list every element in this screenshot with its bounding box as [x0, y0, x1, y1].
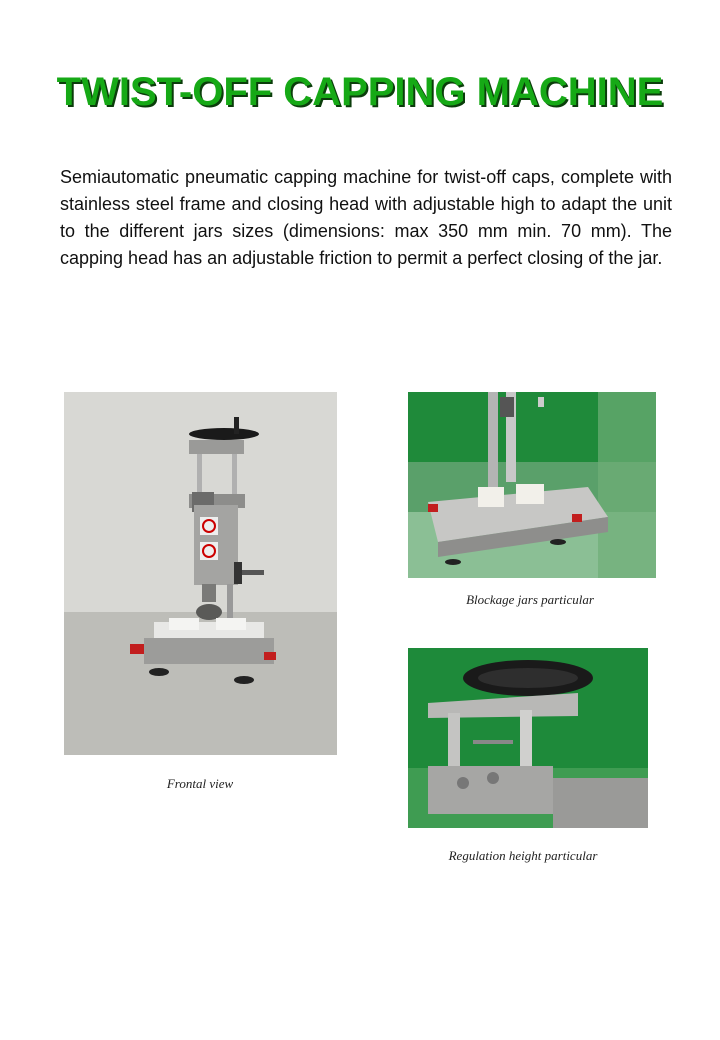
frontal-view-caption: Frontal view	[166, 776, 234, 791]
frontal-view-photo	[64, 392, 337, 755]
blockage-jars-caption: Blockage jars particular	[466, 592, 594, 607]
regulation-height-caption: Regulation height particular	[448, 848, 598, 863]
regulation-height-photo	[408, 648, 648, 828]
page-title: TWIST-OFF CAPPING MACHINE	[56, 70, 664, 114]
description-paragraph: Semiautomatic pneumatic capping machine for twist-off caps, complete with stainless steel frame and closing head with adjustable high to adapt the unit to the different jars sizes (dimensions: max 350 mm min. 70 mm). The capping head has an adjustable friction to permit a perfect closing of the jar.	[60, 167, 672, 268]
blockage-jars-photo	[408, 392, 656, 578]
